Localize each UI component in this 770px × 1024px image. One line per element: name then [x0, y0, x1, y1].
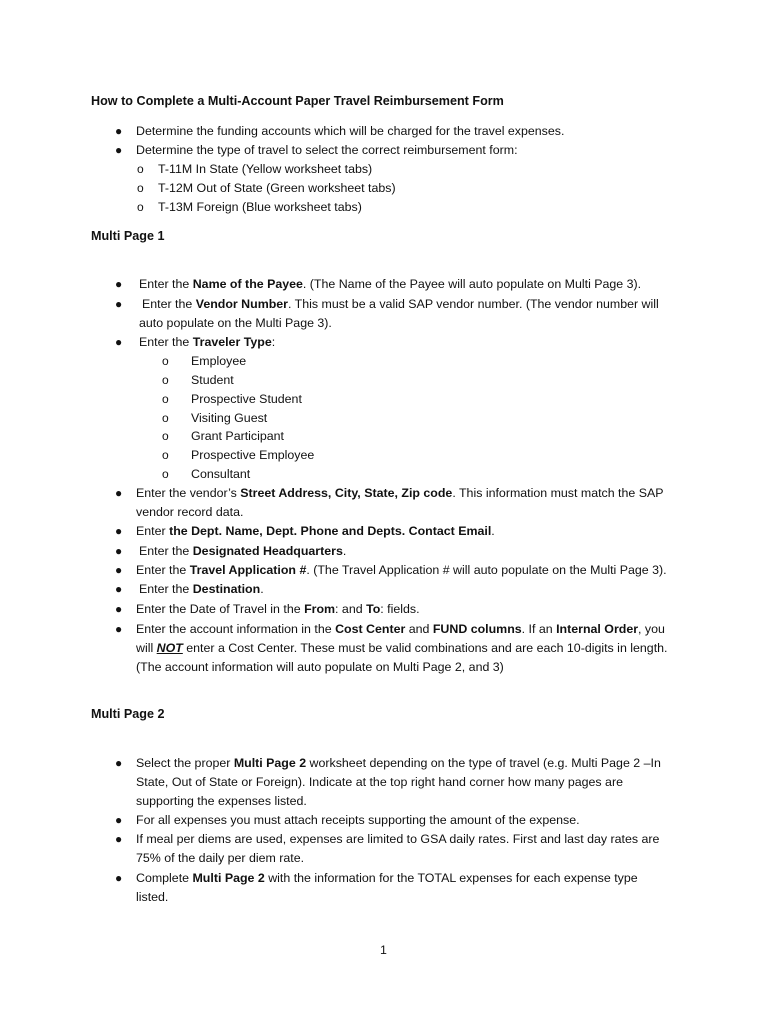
traveler-type-prospective-employee: Prospective Employee	[191, 448, 315, 462]
bullet-icon: ●	[115, 622, 123, 636]
bullet-icon: ●	[115, 486, 123, 500]
sub-bullet-icon: o	[162, 392, 169, 406]
sub-bullet-icon: o	[162, 354, 169, 368]
traveler-type-employee: Employee	[191, 354, 247, 368]
bullet-icon: ●	[115, 297, 123, 311]
item-travel-application: Enter the Travel Application #. (The Travel Application # will auto populate on the Multi Page 3).	[136, 563, 667, 577]
bullet-icon: ●	[115, 582, 123, 596]
bullet-icon: ●	[115, 871, 123, 885]
intro-item-funding: Determine the funding accounts which will be charged for the travel expenses.	[136, 124, 565, 138]
section-heading-multi-page-1: Multi Page 1	[91, 229, 165, 243]
bullet-icon: ●	[115, 335, 123, 349]
bullet-icon: ●	[115, 563, 123, 577]
bullet-icon: ●	[115, 277, 123, 291]
item-vendor-number-cont: auto populate on the Multi Page 3).	[139, 316, 332, 330]
sub-bullet-icon: o	[137, 181, 144, 195]
bullet-icon: ●	[115, 832, 123, 846]
item-vendor-number: Enter the Vendor Number. This must be a valid SAP vendor number. (The vendor number will	[142, 297, 659, 311]
bullet-icon: ●	[115, 544, 123, 558]
sub-bullet-icon: o	[162, 411, 169, 425]
page-number: 1	[380, 943, 387, 957]
section-heading-multi-page-2: Multi Page 2	[91, 707, 165, 721]
item-dept-info: Enter the Dept. Name, Dept. Phone and Depts. Contact Email.	[136, 524, 495, 538]
traveler-type-grant-participant: Grant Participant	[191, 429, 284, 443]
bullet-icon: ●	[115, 143, 123, 157]
sub-bullet-icon: o	[137, 200, 144, 214]
bullet-icon: ●	[115, 524, 123, 538]
item-travel-dates: Enter the Date of Travel in the From: and To: fields.	[136, 602, 420, 616]
item-select-worksheet-cont: State, Out of State or Foreign). Indicate at the top right hand corner how many pages are	[136, 775, 623, 789]
item-destination: Enter the Destination.	[139, 582, 264, 596]
bullet-icon: ●	[115, 124, 123, 138]
item-account-info-cont: will NOT enter a Cost Center. These must be valid combinations and are each 10-digits in length.	[136, 641, 668, 655]
item-headquarters: Enter the Designated Headquarters.	[139, 544, 347, 558]
sub-bullet-icon: o	[162, 467, 169, 481]
item-meal-per-diem: If meal per diems are used, expenses are limited to GSA daily rates. First and last day rates are	[136, 832, 660, 846]
traveler-type-consultant: Consultant	[191, 467, 251, 481]
item-account-info-note: (The account information will auto populate on Multi Page 2, and 3)	[136, 660, 504, 674]
intro-item-travel-type: Determine the type of travel to select the correct reimbursement form:	[136, 143, 518, 157]
bullet-icon: ●	[115, 756, 123, 770]
item-payee: Enter the Name of the Payee. (The Name of the Payee will auto populate on Multi Page 3).	[139, 277, 642, 291]
sub-bullet-icon: o	[162, 373, 169, 387]
item-vendor-address: Enter the vendor’s Street Address, City, State, Zip code. This information must match the SAP	[136, 486, 664, 500]
item-vendor-address-cont: vendor record data.	[136, 505, 244, 519]
item-select-worksheet: Select the proper Multi Page 2 worksheet depending on the type of travel (e.g. Multi Page 2 –In	[136, 756, 661, 770]
item-traveler-type: Enter the Traveler Type:	[139, 335, 276, 349]
item-complete-page-2-cont: listed.	[136, 890, 169, 904]
traveler-type-visiting-guest: Visiting Guest	[191, 411, 268, 425]
form-option-in-state: T-11M In State (Yellow worksheet tabs)	[158, 162, 373, 176]
sub-bullet-icon: o	[162, 429, 169, 443]
item-complete-page-2: Complete Multi Page 2 with the information for the TOTAL expenses for each expense type	[136, 871, 638, 885]
form-option-out-of-state: T-12M Out of State (Green worksheet tabs)	[158, 181, 396, 195]
traveler-type-prospective-student: Prospective Student	[191, 392, 302, 406]
bullet-icon: ●	[115, 813, 123, 827]
form-option-foreign: T-13M Foreign (Blue worksheet tabs)	[158, 200, 362, 214]
bullet-icon: ●	[115, 602, 123, 616]
sub-bullet-icon: o	[162, 448, 169, 462]
item-receipts: For all expenses you must attach receipts supporting the amount of the expense.	[136, 813, 580, 827]
traveler-type-student: Student	[191, 373, 234, 387]
item-select-worksheet-cont2: supporting the expenses listed.	[136, 794, 307, 808]
sub-bullet-icon: o	[137, 162, 144, 176]
item-meal-per-diem-cont: 75% of the daily per diem rate.	[136, 851, 305, 865]
document-title: How to Complete a Multi-Account Paper Travel Reimbursement Form	[91, 94, 504, 108]
item-account-info: Enter the account information in the Cost Center and FUND columns. If an Internal Order, you	[136, 622, 665, 636]
